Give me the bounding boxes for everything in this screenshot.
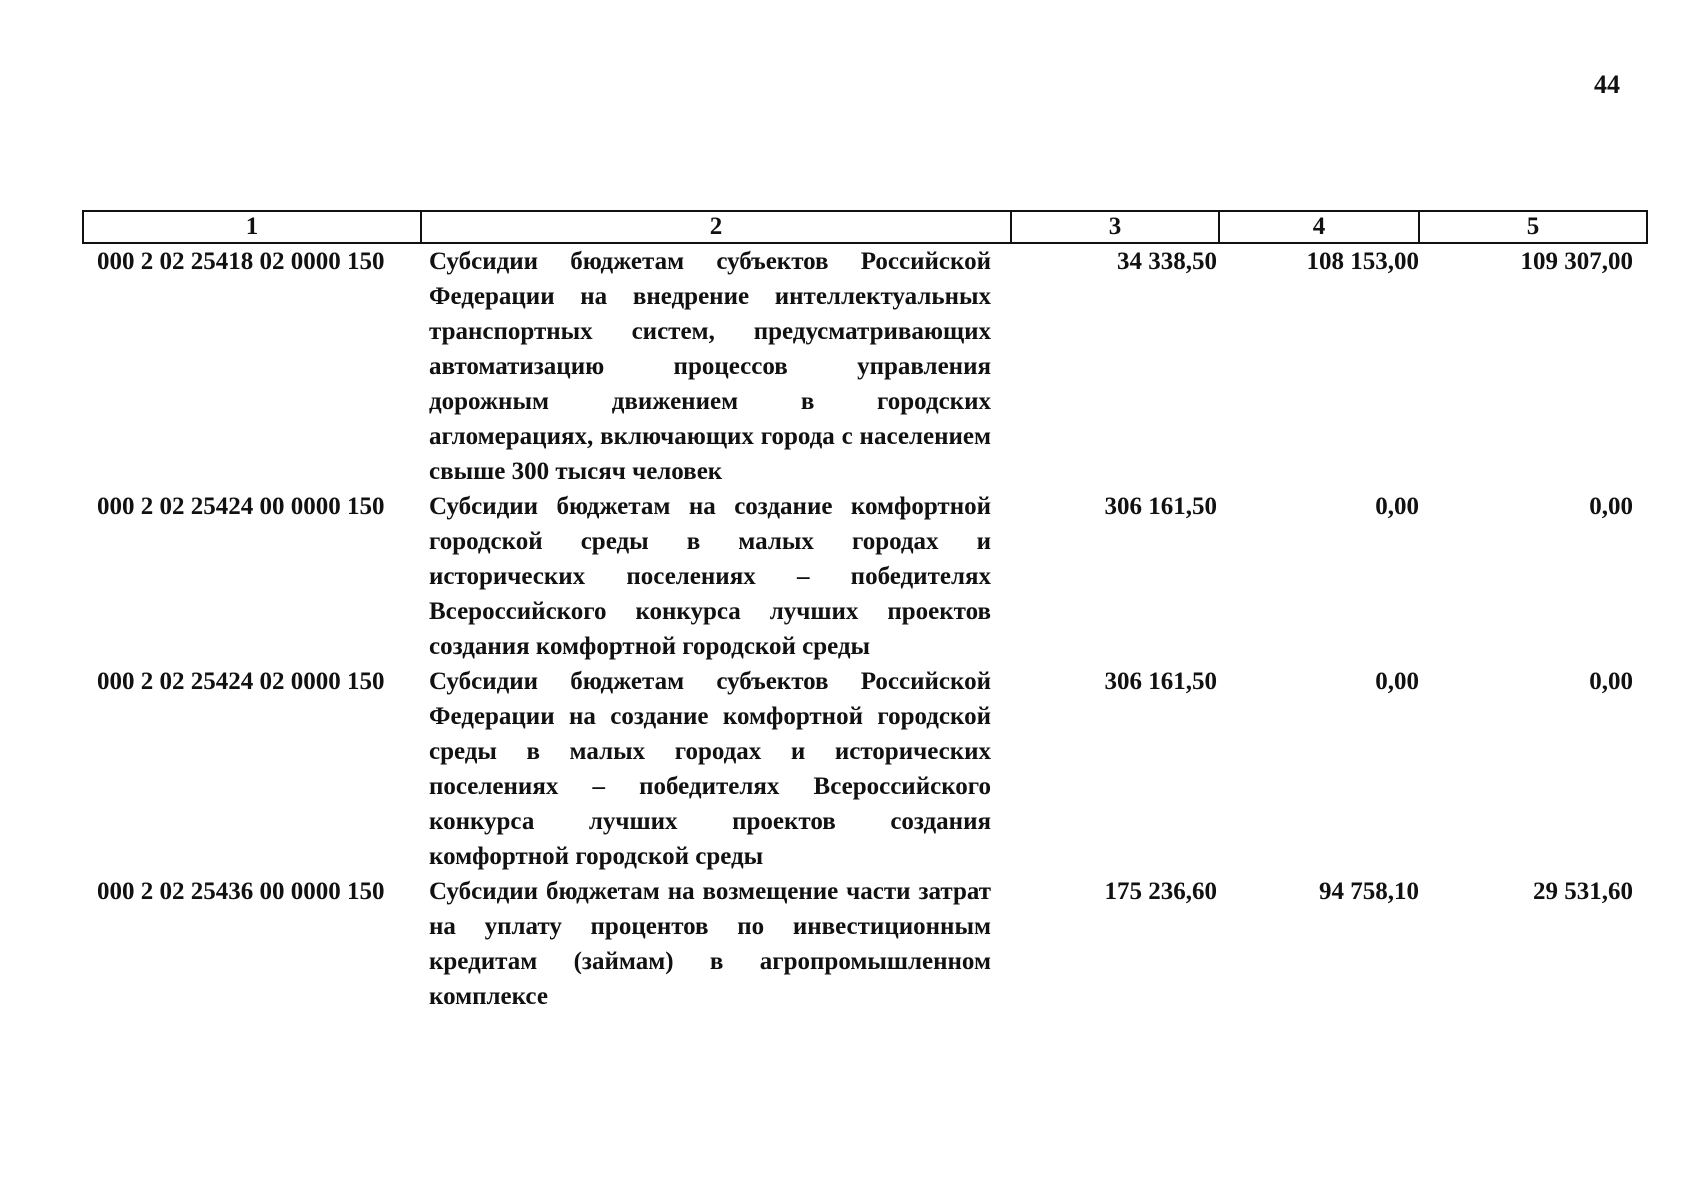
table-body [83,243,1647,1014]
amount-col-4: 94 758,10 [1319,878,1419,905]
amount-col-3: 175 236,60 [1104,878,1217,905]
budget-table [82,210,1648,1014]
amount-col-5: 29 531,60 [1533,878,1633,905]
budget-code: 000 2 02 25436 00 0000 150 [97,878,385,905]
item-description: Субсидии бюджетам субъектов Российской Федерации на создание комфортной городской среды в малых городах и исторических поселениях – победителях Всероссийского конкурса лучших проектов создания комфортной городской среды [429,668,991,870]
page-number: 44 [1594,70,1620,99]
amount-col-5: 0,00 [1589,668,1633,695]
header-col-5: 5 [1419,211,1647,243]
table-row [83,874,1647,1014]
budget-code: 000 2 02 25424 00 0000 150 [97,493,385,520]
amount-col-4: 0,00 [1375,493,1419,520]
amount-col-3: 306 161,50 [1104,493,1217,520]
item-description: Субсидии бюджетам на создание комфортной городской среды в малых городах и исторических поселениях – победителях Всероссийского конкурса лучших проектов создания комфортной городской среды [429,493,991,660]
table-row [83,489,1647,664]
table-header [83,211,1647,243]
header-col-3: 3 [1011,211,1219,243]
item-description: Субсидии бюджетам на возмещение части затрат на уплату процентов по инвестиционным кредитам (займам) в агропромышленном комплексе [429,878,991,1010]
item-description: Субсидии бюджетам субъектов Российской Федерации на внедрение интеллектуальных транспортных систем, предусматривающих автоматизацию процессов управления дорожным движением в городских агломерациях, включающих города с населением свыше 300 тысяч человек [429,248,991,485]
table-row [83,243,1647,489]
header-col-1: 1 [83,211,421,243]
amount-col-4: 108 153,00 [1306,248,1419,275]
amount-col-5: 0,00 [1589,493,1633,520]
budget-code: 000 2 02 25418 02 0000 150 [97,248,385,275]
header-col-2: 2 [421,211,1011,243]
amount-col-4: 0,00 [1375,668,1419,695]
budget-code: 000 2 02 25424 02 0000 150 [97,668,385,695]
header-col-4: 4 [1219,211,1419,243]
amount-col-3: 34 338,50 [1117,248,1217,275]
header-row [83,211,1647,243]
table-row [83,664,1647,874]
amount-col-3: 306 161,50 [1104,668,1217,695]
amount-col-5: 109 307,00 [1520,248,1633,275]
